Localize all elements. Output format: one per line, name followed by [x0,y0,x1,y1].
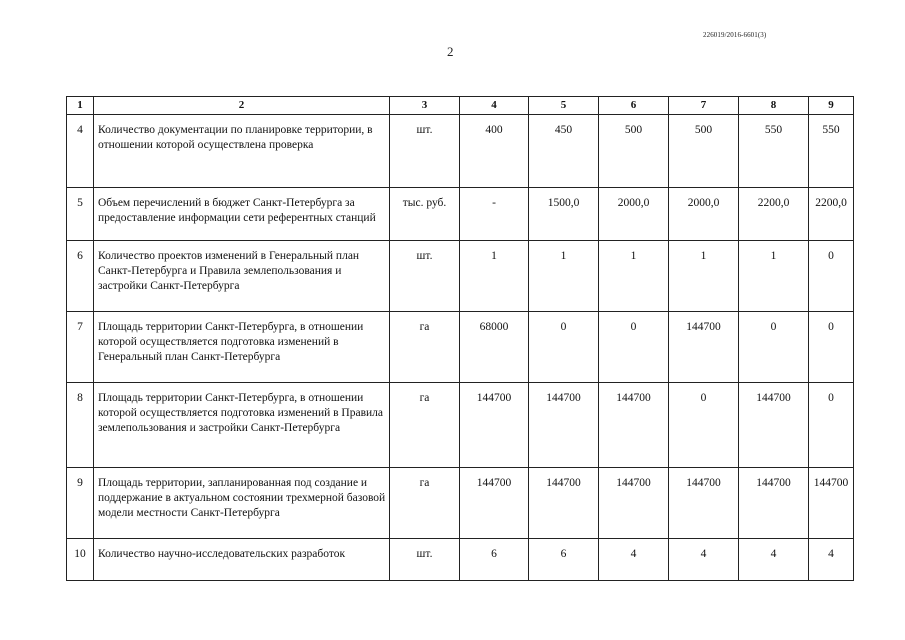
column-header: 7 [669,97,739,115]
value-cell: 550 [809,115,854,188]
value-cell: 6 [460,539,529,581]
value-cell: 144700 [599,468,669,539]
indicator-name: Количество документации по планировке территории, в отношении которой осуществлена проверка [94,115,390,188]
value-cell: 4 [809,539,854,581]
value-cell: 1 [599,241,669,312]
value-cell: 144700 [529,468,599,539]
value-cell: 144700 [599,383,669,468]
value-cell: 68000 [460,312,529,383]
indicator-name: Площадь территории, запланированная под создание и поддержание в актуальном состоянии трехмерной базовой модели местности Санкт-Петербурга [94,468,390,539]
value-cell: 1500,0 [529,188,599,241]
unit-cell: га [390,312,460,383]
value-cell: 6 [529,539,599,581]
row-number: 7 [67,312,94,383]
row-number: 9 [67,468,94,539]
table-row [67,241,854,312]
value-cell: 4 [739,539,809,581]
table-row [67,115,854,188]
indicator-name: Количество проектов изменений в Генеральный план Санкт-Петербурга и Правила землепользования и застройки Санкт-Петербурга [94,241,390,312]
unit-cell: га [390,383,460,468]
value-cell: 2200,0 [739,188,809,241]
value-cell: 0 [739,312,809,383]
value-cell: 1 [739,241,809,312]
value-cell: 2000,0 [669,188,739,241]
table-row [67,468,854,539]
value-cell: 2200,0 [809,188,854,241]
unit-cell: шт. [390,539,460,581]
value-cell: 144700 [669,312,739,383]
row-number: 5 [67,188,94,241]
value-cell: 450 [529,115,599,188]
value-cell: 0 [529,312,599,383]
table-header-row [67,97,854,115]
row-number: 6 [67,241,94,312]
value-cell: 0 [809,241,854,312]
table-row [67,188,854,241]
indicator-name: Объем перечислений в бюджет Санкт-Петербурга за предоставление информации сети референтных станций [94,188,390,241]
value-cell: 400 [460,115,529,188]
column-header: 1 [67,97,94,115]
value-cell: 0 [809,383,854,468]
value-cell: 144700 [460,383,529,468]
value-cell: - [460,188,529,241]
value-cell: 0 [669,383,739,468]
value-cell: 1 [669,241,739,312]
value-cell: 0 [599,312,669,383]
row-number: 10 [67,539,94,581]
column-header: 9 [809,97,854,115]
value-cell: 1 [460,241,529,312]
indicators-table [66,96,854,581]
value-cell: 144700 [460,468,529,539]
unit-cell: га [390,468,460,539]
value-cell: 1 [529,241,599,312]
column-header: 3 [390,97,460,115]
value-cell: 144700 [669,468,739,539]
row-number: 8 [67,383,94,468]
value-cell: 4 [669,539,739,581]
table-row [67,312,854,383]
value-cell: 2000,0 [599,188,669,241]
column-header: 2 [94,97,390,115]
indicator-name: Площадь территории Санкт-Петербурга, в отношении которой осуществляется подготовка изменений в Правила землепользования и застройки Санкт-Петербурга [94,383,390,468]
row-number: 4 [67,115,94,188]
column-header: 6 [599,97,669,115]
indicator-name: Количество научно-исследовательских разработок [94,539,390,581]
value-cell: 550 [739,115,809,188]
column-header: 5 [529,97,599,115]
unit-cell: тыс. руб. [390,188,460,241]
value-cell: 500 [599,115,669,188]
value-cell: 0 [809,312,854,383]
value-cell: 144700 [809,468,854,539]
value-cell: 4 [599,539,669,581]
unit-cell: шт. [390,115,460,188]
column-header: 8 [739,97,809,115]
unit-cell: шт. [390,241,460,312]
value-cell: 144700 [529,383,599,468]
table-row [67,539,854,581]
value-cell: 500 [669,115,739,188]
indicator-name: Площадь территории Санкт-Петербурга, в отношении которой осуществляется подготовка изменений в Генеральный план Санкт-Петербурга [94,312,390,383]
column-header: 4 [460,97,529,115]
table-row [67,383,854,468]
page-number: 2 [447,44,454,59]
document-code: 226019/2016-6601(3) [703,31,767,39]
value-cell: 144700 [739,468,809,539]
value-cell: 144700 [739,383,809,468]
